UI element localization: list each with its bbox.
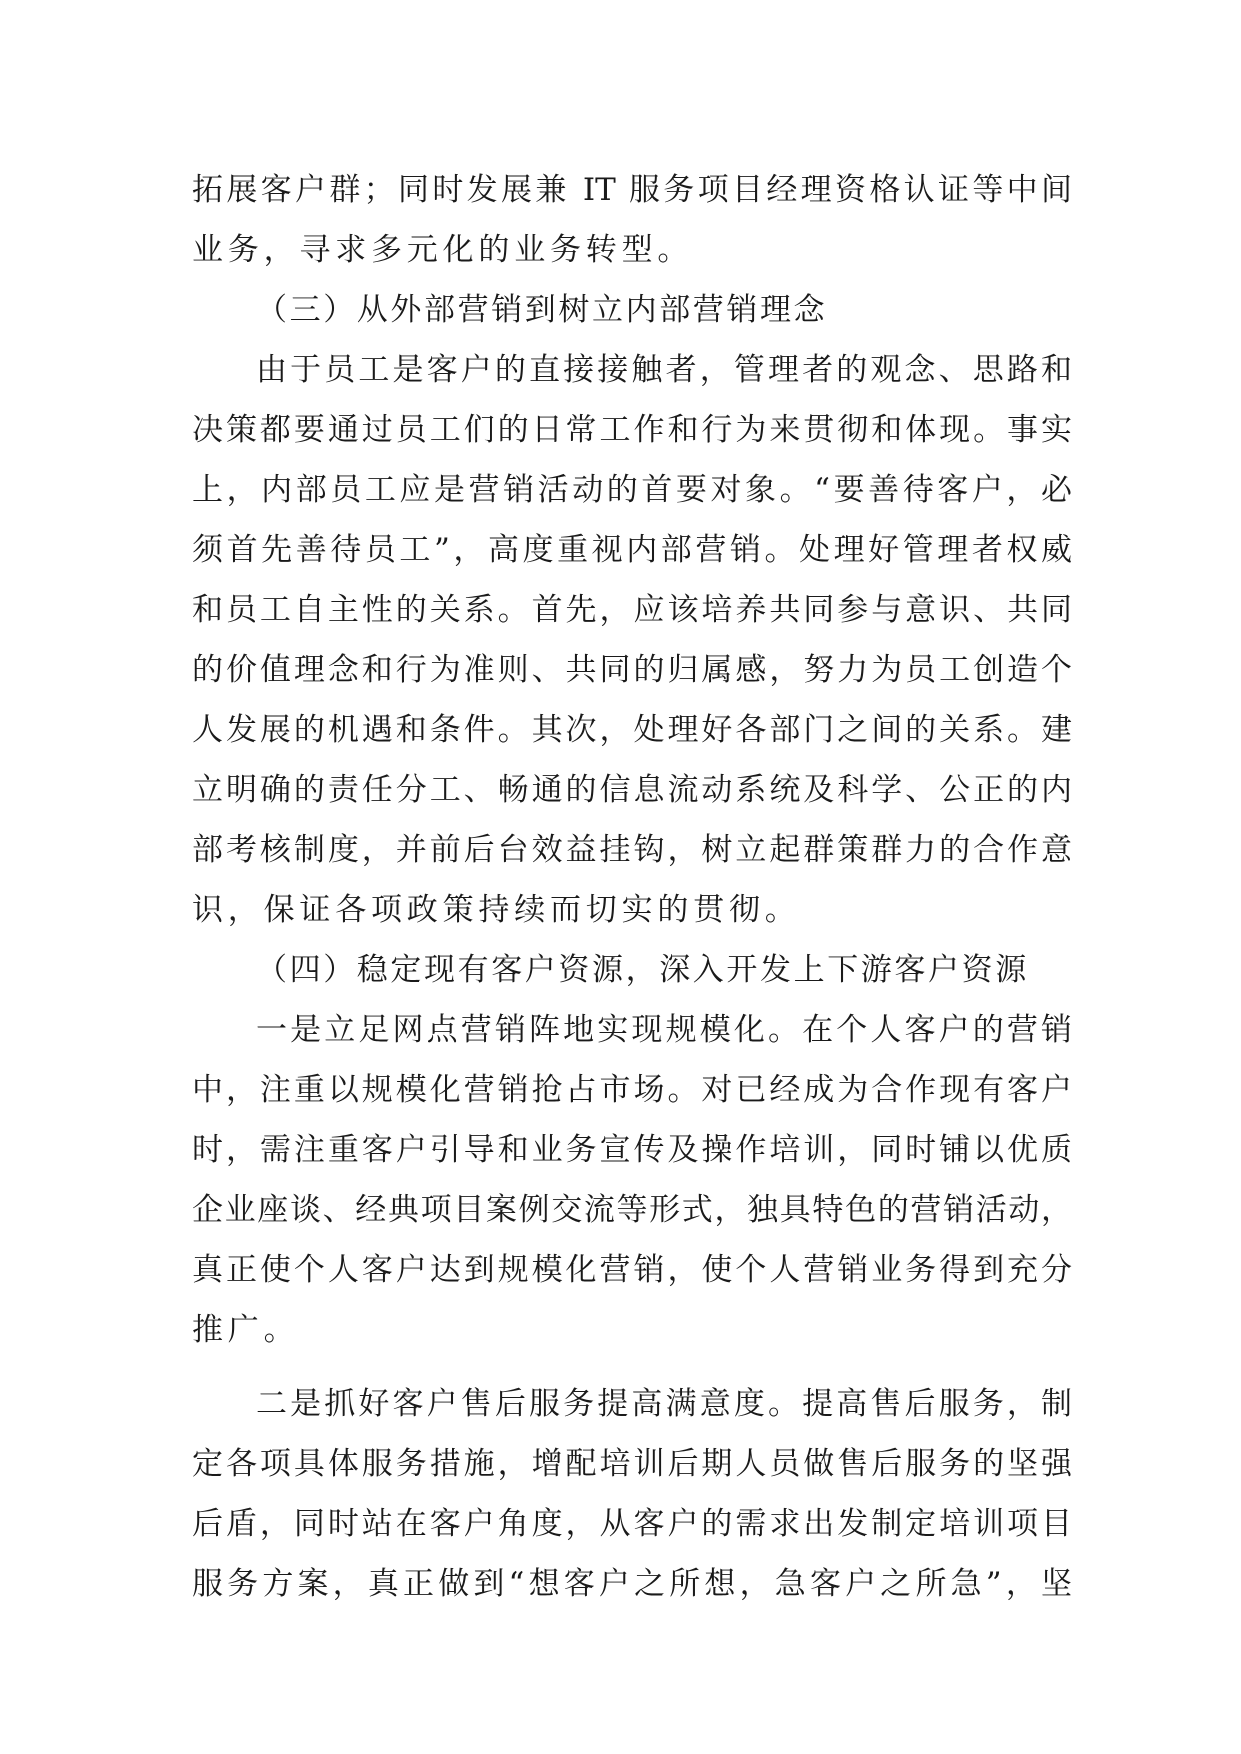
body-line: 须首先善待员工”，高度重视内部营销。处理好管理者权威 — [192, 532, 1072, 568]
body-line: 和员工自主性的关系。首先，应该培养共同参与意识、共同 — [192, 592, 1072, 628]
body-line: 识，保证各项政策持续而切实的贯彻。 — [192, 892, 801, 928]
body-line: 推广。 — [192, 1312, 300, 1348]
body-line: 时，需注重客户引导和业务宣传及操作培训，同时铺以优质 — [192, 1132, 1072, 1168]
body-line: 人发展的机遇和条件。其次，处理好各部门之间的关系。建 — [192, 712, 1072, 748]
body-line: 决策都要通过员工们的日常工作和行为来贯彻和体现。事实 — [192, 412, 1072, 448]
body-line: 真正使个人客户达到规模化营销，使个人营销业务得到充分 — [192, 1252, 1072, 1288]
body-line: 拓展客户群；同时发展兼 IT 服务项目经理资格认证等中间 — [192, 172, 1072, 208]
body-line: 二是抓好客户售后服务提高满意度。提高售后服务，制 — [256, 1386, 1072, 1422]
body-line: 定各项具体服务措施，增配培训后期人员做售后服务的坚强 — [192, 1446, 1072, 1482]
body-line: 由于员工是客户的直接接触者，管理者的观念、思路和 — [256, 352, 1072, 388]
section-heading: （三）从外部营销到树立内部营销理念 — [256, 292, 828, 328]
section-heading: （四）稳定现有客户资源，深入开发上下游客户资源 — [256, 952, 1029, 988]
body-line: 企业座谈、经典项目案例交流等形式，独具特色的营销活动， — [192, 1192, 1072, 1228]
paragraph-gap — [192, 1360, 1072, 1374]
body-line: 的价值理念和行为准则、共同的归属感，努力为员工创造个 — [192, 652, 1072, 688]
body-line: 上，内部员工应是营销活动的首要对象。“要善待客户，必 — [192, 472, 1072, 508]
body-line: 业务，寻求多元化的业务转型。 — [192, 232, 694, 268]
body-line: 服务方案，真正做到“想客户之所想，急客户之所急”，坚 — [192, 1566, 1072, 1602]
body-line: 立明确的责任分工、畅通的信息流动系统及科学、公正的内 — [192, 772, 1072, 808]
body-line: 后盾，同时站在客户角度，从客户的需求出发制定培训项目 — [192, 1506, 1072, 1542]
body-line: 部考核制度，并前后台效益挂钩，树立起群策群力的合作意 — [192, 832, 1072, 868]
body-line: 一是立足网点营销阵地实现规模化。在个人客户的营销 — [256, 1012, 1072, 1048]
body-line: 中，注重以规模化营销抢占市场。对已经成为合作现有客户 — [192, 1072, 1072, 1108]
document-body — [192, 160, 1072, 1614]
